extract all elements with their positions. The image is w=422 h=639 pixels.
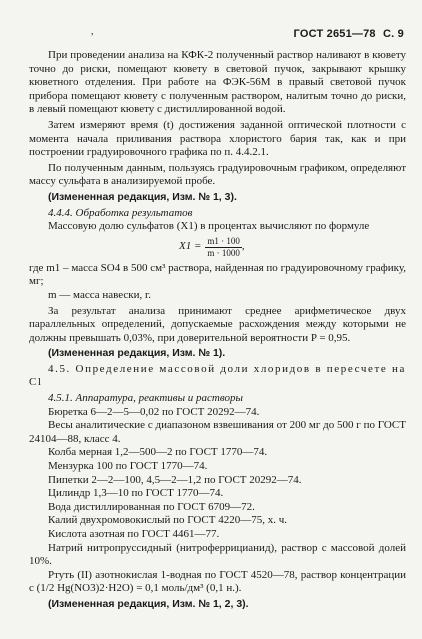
amendment-note: (Измененная редакция, Изм. № 1, 3). xyxy=(48,190,237,203)
list-item: Весы аналитические с диапазоном взвешивания от 200 мг до 500 г по ГОСТ 24104—88, класс 4. xyxy=(29,419,406,445)
paragraph: По полученным данным, пользуясь градуировочным графиком, определяют массу сульфата в анализируемой пробе. xyxy=(29,161,406,188)
stray-mark: , xyxy=(91,26,94,37)
formula-numerator: m1 · 100 xyxy=(207,235,240,246)
paragraph: При проведении анализа на КФК-2 полученный раствор наливают в кювету точно до риски, помещают кювету в световой пучок, закрывают крышку кюветного отделения. При работе на ФЭК-56М в правый световой пучок прибора помещают кювету с полученным раствором, налитым точно до риски, в левый помещают кювету с дистиллированной водой. xyxy=(29,49,406,116)
list-item: Бюретка 6—2—5—0,02 по ГОСТ 20292—74. xyxy=(48,405,260,418)
section-heading: 4.4.4. Обработка результатов xyxy=(48,206,193,219)
formula xyxy=(179,236,245,259)
page-number: С. 9 xyxy=(383,28,404,40)
list-item: Пипетки 2—2—100, 4,5—2—1,2 по ГОСТ 20292—74. xyxy=(48,473,302,486)
list-item: Калий двухромовокислый по ГОСТ 4220—75, х. ч. xyxy=(48,514,287,527)
list-item: Натрий нитропруссидный (нитроферрицианид), раствор с массовой долей 10%. xyxy=(29,541,406,568)
paragraph: Затем измеряют время (t) достижения заданной оптической плотности с момента начала приливания раствора хлористого бария так, как и при построении градуировочного графика по п. 4.4.2.1. xyxy=(29,118,406,159)
formula-fraction xyxy=(205,236,242,259)
formula-tail: , xyxy=(241,240,245,253)
list-item: Цилиндр 1,3—10 по ГОСТ 1770—74. xyxy=(48,487,224,500)
page-header xyxy=(290,28,404,40)
formula-block xyxy=(29,234,406,262)
paragraph: Массовую долю сульфатов (X1) в процентах вычисляют по формуле xyxy=(48,220,370,233)
paragraph: За результат анализа принимают среднее арифметическое двух параллельных определений, допускаемые расхождения между которыми не должны превышать 0,03%, при доверительной вероятности P = 0,95. xyxy=(29,304,406,344)
list-item: Кислота азотная по ГОСТ 4461—77. xyxy=(48,528,220,540)
formula-lhs: X1 = xyxy=(179,240,202,253)
list-item: Вода дистиллированная по ГОСТ 6709—72. xyxy=(48,500,255,513)
amendment-note: (Измененная редакция, Изм. № 1, 2, 3). xyxy=(48,597,249,610)
list-item: Колба мерная 1,2—500—2 по ГОСТ 1770—74. xyxy=(48,446,268,459)
section-heading: 4.5.1. Аппаратура, реактивы и растворы xyxy=(48,392,243,405)
paragraph: где m1 – масса SO4 в 500 см³ раствора, найденная по градуировочному графику, мг; xyxy=(29,261,406,288)
paragraph: m — масса навески, г. xyxy=(48,288,152,301)
section-heading: 4.5. Определение массовой доли хлоридов в пересчете на Cl xyxy=(29,362,406,389)
formula-denominator: m · 1000 xyxy=(207,247,240,258)
document-body xyxy=(29,49,406,612)
list-item: Ртуть (II) азотнокислая 1-водная по ГОСТ 4520—78, раствор концентрации с (1/2 Hg(NO3)2·H2O) = 0,1 моль/дм³ (0,1 н.). xyxy=(29,568,406,595)
list-item: Мензурка 100 по ГОСТ 1770—74. xyxy=(48,460,208,473)
standard-number: ГОСТ 2651—78 xyxy=(293,28,376,40)
amendment-note: (Измененная редакция, Изм. № 1). xyxy=(48,347,226,360)
